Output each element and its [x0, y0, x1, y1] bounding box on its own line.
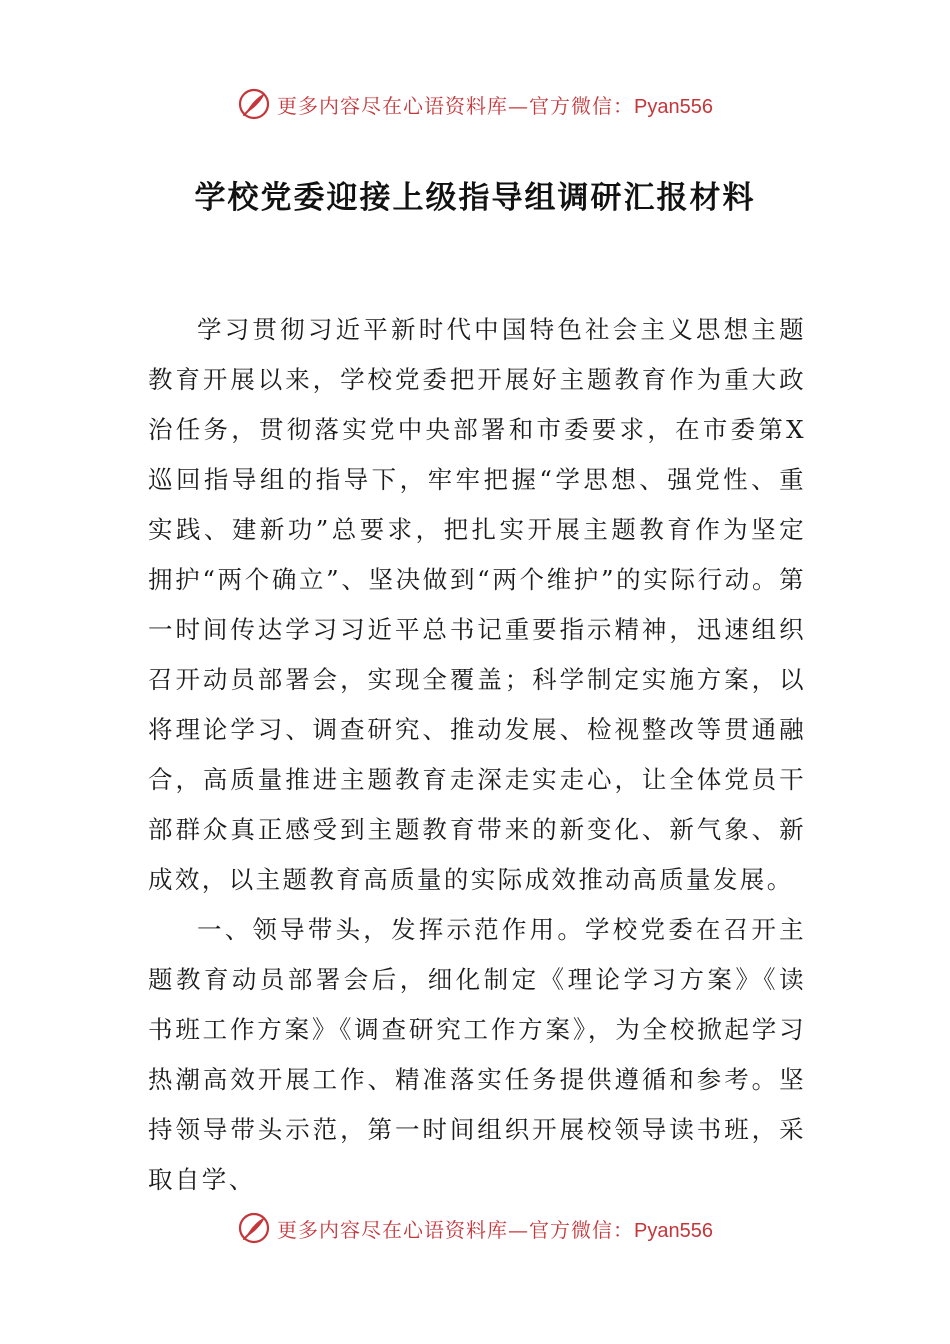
paragraph-section-one: 一、领导带头，发挥示范作用。学校党委在召开主题教育动员部署会后，细化制定《理论学习方案》《读书班工作方案》《调查研究工作方案》，为全校掀起学习热潮高效开展工作、精准落实任务提供遵循和参考。坚持领导带头示范，第一时间组织开展校领导读书班，采取自学、 [148, 915, 806, 1194]
paragraph-intro: 学习贯彻习近平新时代中国特色社会主义思想主题教育开展以来，学校党委把开展好主题教育作为重大政治任务，贯彻落实党中央部署和市委要求，在市委第X巡回指导组的指导下，牢牢把握“学思想、强党性、重实践、建新功”总要求，把扎实开展主题教育作为坚定拥护“两个确立”、坚决做到“两个维护”的实际行动。第一时间传达学习习近平总书记重要指示精神，迅速组织召开动员部署会，实现全覆盖；科学制定实施方案，以将理论学习、调查研究、推动发展、检视整改等贯通融合，高质量推进主题教育走深走实走心，让全体党员干部群众真正感受到主题教育带来的新变化、新气象、新成效，以主题教育高质量的实际成效推动高质量发展。 [148, 315, 806, 894]
document-title: 学校党委迎接上级指导组调研汇报材料 [194, 180, 756, 216]
watermark-banner-bottom [0, 1208, 950, 1248]
quill-pen-logo-icon [237, 87, 271, 121]
watermark-text [277, 90, 713, 119]
watermark-handle: Pyan556 [634, 95, 713, 118]
watermark-banner-top [0, 84, 950, 124]
watermark-label: 更多内容尽在心语资料库—官方微信： [277, 1217, 635, 1242]
document-body [148, 305, 806, 1205]
watermark-text [277, 1214, 713, 1243]
watermark-label: 更多内容尽在心语资料库—官方微信： [277, 93, 635, 118]
quill-pen-logo-icon [237, 1211, 271, 1245]
watermark-handle: Pyan556 [634, 1219, 713, 1242]
